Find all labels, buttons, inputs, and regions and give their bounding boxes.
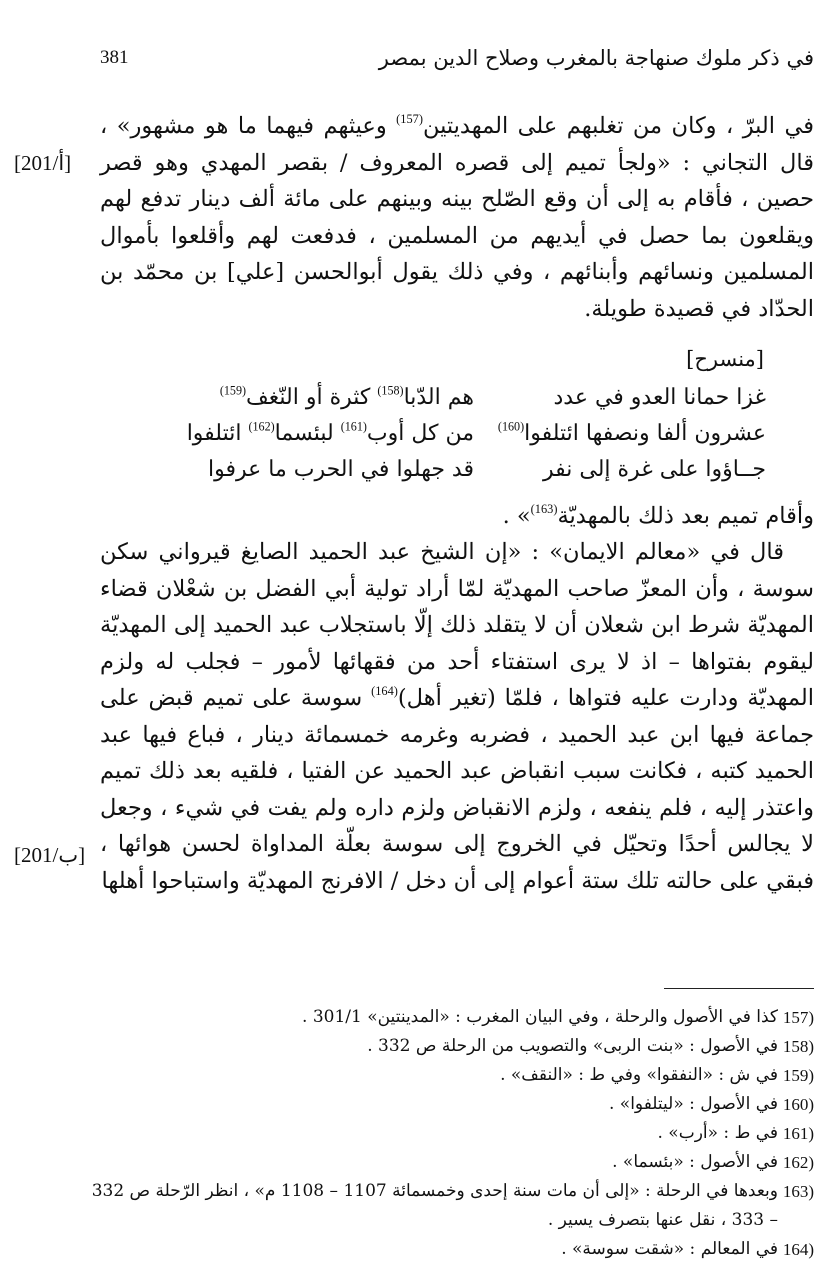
paragraph (100, 498, 814, 535)
hemistich (100, 380, 474, 416)
poem-meter: [منسرح] (686, 347, 764, 371)
text-run: كثرة أو النّغف (246, 384, 378, 410)
hemistich (474, 416, 814, 452)
footnote-number: (163 (782, 1182, 814, 1201)
footnote-ref: (163) (530, 501, 558, 516)
footnote-divider (664, 988, 814, 989)
footnote-text: في الأصول : «بنت الربى» والتصويب من الرحلة ص 332 . (367, 1036, 778, 1056)
footnote-text: في ط : «أرب» . (657, 1123, 778, 1143)
footnote-ref: (162) (248, 418, 275, 433)
footnote-number: (161 (782, 1124, 814, 1143)
running-title: في ذكر ملوك صنهاجة بالمغرب وصلاح الدين بمصر (378, 46, 814, 70)
footnote-text: وبعدها في الرحلة : «إلى أن مات سنة إحدى وخمسمائة 1107 – 1108 م» ، انظر الرّحلة ص 332 – 333 ، نقل عنها بتصرف يسير . (91, 1181, 778, 1230)
hemistich: قد جهلوا في الحرب ما عرفوا (208, 456, 474, 482)
verse-line (100, 452, 814, 488)
verse-line (100, 416, 814, 452)
footnote-text: في الأصول : «ليتلفوا» . (608, 1094, 778, 1114)
footnote (90, 1003, 814, 1032)
main-text (100, 108, 814, 899)
footnote (90, 1119, 814, 1148)
footnote-ref: (158) (377, 382, 404, 397)
text-run: عشرون ألفا ونصفها ائتلفوا (524, 420, 766, 446)
text-run: وأقام تميم بعد ذلك بالمهديّة (557, 502, 814, 529)
poem-block (100, 341, 814, 488)
footnote-number: (158 (782, 1037, 814, 1056)
footnote (90, 1061, 814, 1090)
footnote (90, 1177, 814, 1235)
text-run: ائتلفوا (186, 420, 249, 446)
margin-folio-ref: [201/ب] (14, 843, 86, 867)
paragraph (100, 108, 814, 327)
footnote-text: في المعالم : «شقت سوسة» . (561, 1239, 778, 1259)
footnote-ref: (157) (396, 112, 423, 127)
footnote (90, 1090, 814, 1119)
text-run: قال في «معالم الايمان» : «إن الشيخ عبد الحميد الصايغ قيرواني سكن سوسة ، وأن المعزّ صاحب المهديّة لمّا أراد تولية أبي الفضل بن شعْلان قضاء المهديّة شرط ابن شعلان أن لا يتقلد ذلك إلّا باستجلاب عبد الحميد إلى المهديّة ليقوم بفتواها – اذ لا يرى استفتاء أحد من فقهائها لأمور – فجلب له ولزم المهديّة ودارت عليه فتواها ، فلمّا (تغير أهل) (100, 539, 814, 711)
hemistich (100, 416, 474, 452)
footnote-ref: (159) (219, 382, 247, 397)
margin-folio-ref: [201/أ] (14, 151, 72, 175)
paragraph (100, 534, 814, 899)
text-run: سوسة على تميم قبض على جماعة فيها ابن عبد الحميد ، فضربه وغرمه خمسمائة دينار ، فباع فيها عبد الحميد كتبه ، فكانت سبب انقباض عبد الحميد عن الفتيا ، فلقيه بعد ذلك تميم واعتذر إليه ، فلم ينفعه ، ولزم الانقباض ولزم داره ولم يفت في شيء ، وجعل لا يجالس أحدًا وتحيّل في الخروج إلى سوسة بعلّة المداواة لحسن هوائها ، فبقي على حالته تلك ستة أعوام إلى أن دخل / الافرنج المهديّة واستباحوا أهلها (100, 685, 814, 894)
text-run: » . (502, 502, 531, 529)
footnote (90, 1032, 814, 1061)
footnote-number: (160 (782, 1095, 814, 1114)
text-run: في البرّ ، وكان من تغلبهم على المهديتين (422, 113, 814, 139)
footnote-ref: (160) (497, 418, 525, 433)
hemistich: جــاؤوا على غرة إلى نفر (543, 456, 766, 482)
footnote-ref: (164) (371, 684, 398, 699)
footnote-number: (162 (782, 1153, 814, 1172)
page-header (100, 38, 814, 78)
footnotes (90, 1003, 814, 1264)
page-number: 381 (100, 47, 129, 68)
text-run: هم الدّبا (403, 384, 474, 410)
text-run: لبئسما (274, 420, 341, 446)
text-run: من كل أوب (366, 420, 474, 446)
footnote-text: في الأصول : «بئسما» . (612, 1152, 778, 1172)
footnote-text: في ش : «النفقوا» وفي ط : «النقف» . (500, 1065, 778, 1085)
footnote (90, 1148, 814, 1177)
footnote (90, 1235, 814, 1264)
verse-line (100, 380, 814, 416)
footnote-ref: (161) (340, 418, 367, 433)
footnote-number: (159 (782, 1066, 814, 1085)
footnote-text: كذا في الأصول والرحلة ، وفي البيان المغرب : «المدينتين» 301/1 . (302, 1007, 778, 1027)
footnote-number: (164 (782, 1240, 814, 1259)
hemistich: غزا حمانا العدو في عدد (553, 384, 766, 410)
text-run: وعيثهم فيهما ما هو مشهور» ، قال التجاني : «ولجأ تميم إلى قصره المعروف / بقصر المهدي وهو قصر حصين ، فأقام به إلى أن وقع الصّلح بينه وبينهم على مائة ألف دينار تدفع لهم ويقلعون بما حصل في أيديهم من المسلمين ، فدفعت لهم وأقلعوا بأموال المسلمين ونسائهم وأبنائهم ، وفي ذلك يقول أبوالحسن [علي] بن محمّد بن الحدّاد في قصيدة طويلة. (100, 113, 814, 322)
footnote-number: (157 (782, 1008, 814, 1027)
